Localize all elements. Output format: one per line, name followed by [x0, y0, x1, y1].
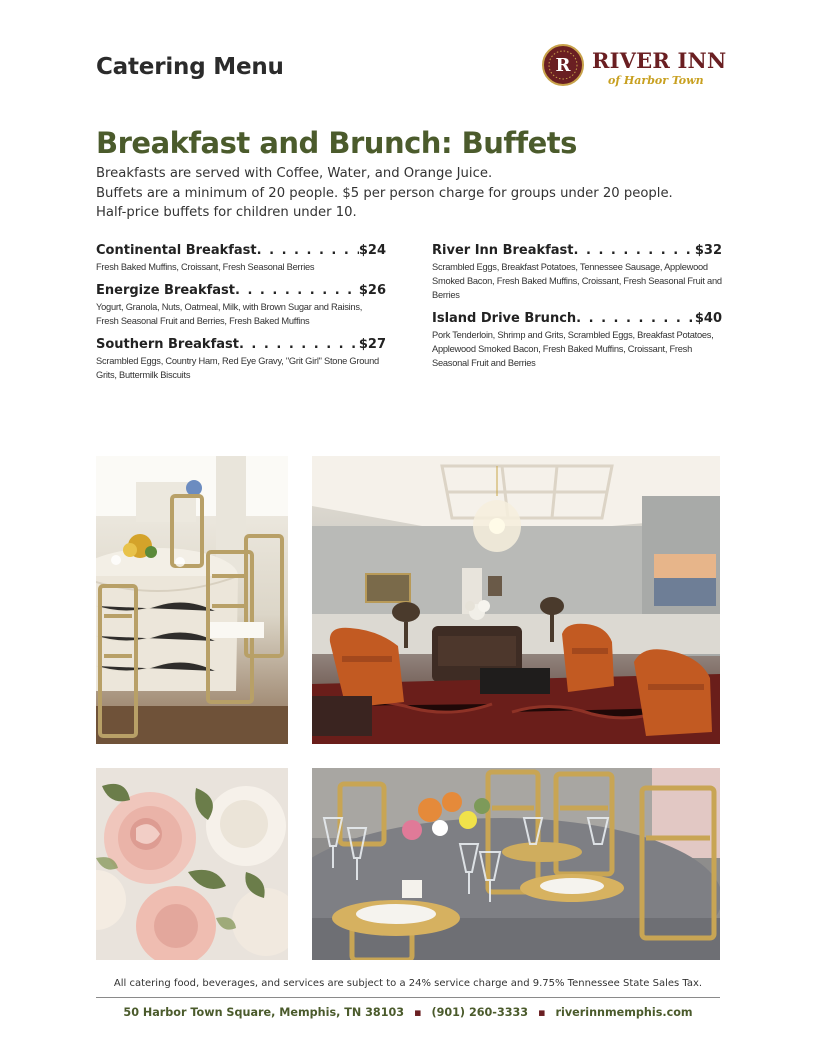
svg-text:R: R [555, 55, 571, 76]
photo-table-setting [312, 768, 720, 960]
menu-item [96, 242, 386, 274]
menu-item-price: $27 [358, 337, 386, 352]
logo-subtitle: of Harbor Town [608, 74, 704, 87]
photo-dining-tables [96, 456, 288, 744]
menu-item-price: $40 [694, 311, 722, 326]
section-intro [96, 164, 736, 223]
intro-line: Breakfasts are served with Coffee, Water, and Orange Juice. [96, 166, 493, 181]
leader-dots [235, 282, 359, 299]
menu-item-price: $24 [358, 243, 386, 258]
menu-item-name: Energize Breakfast [96, 283, 235, 298]
section-title: Breakfast and Brunch: Buffets [96, 126, 577, 160]
menu-item-name: River Inn Breakfast [432, 243, 574, 258]
menu-item-name: Continental Breakfast [96, 243, 257, 258]
menu-item-price: $26 [358, 283, 386, 298]
footer-website[interactable]: riverinnmemphis.com [555, 1006, 693, 1019]
logo-name: RIVER INN [592, 48, 727, 73]
menu-item [96, 282, 386, 328]
menu-item-price: $32 [694, 243, 722, 258]
menu-item [96, 336, 386, 382]
footer-phone: (901) 260-3333 [431, 1006, 529, 1019]
menu-item-description: Scrambled Eggs, Country Ham, Red Eye Gravy, "Grit Girl" Stone Ground Grits, Buttermilk Biscuits [96, 356, 379, 380]
footer-separator: ▪ [413, 1006, 422, 1019]
intro-line: Half-price buffets for children under 10. [96, 205, 357, 220]
footer-address: 50 Harbor Town Square, Memphis, TN 38103 [123, 1006, 405, 1019]
footer-separator: ▪ [537, 1006, 546, 1019]
tax-disclaimer: All catering food, beverages, and services are subject to a 24% service charge and 9.75% Tennessee State Sales Tax. [113, 978, 703, 989]
leader-dots [257, 242, 359, 259]
leader-dots [574, 242, 695, 259]
menu-item-name: Southern Breakfast [96, 337, 239, 352]
photo-roses [96, 768, 288, 960]
footer-contact [96, 1006, 720, 1019]
menu-item-description: Yogurt, Granola, Nuts, Oatmeal, Milk, with Brown Sugar and Raisins, Fresh Seasonal Fruit and Berries, Fresh Baked Muffins [96, 302, 363, 326]
photo-lounge-interior [312, 456, 720, 744]
intro-line: Buffets are a minimum of 20 people. $5 per person charge for groups under 20 people. [96, 185, 673, 201]
page-header-title: Catering Menu [96, 54, 284, 80]
menu-column-right [432, 242, 722, 378]
logo-monogram-icon [542, 44, 584, 86]
menu-item-description: Pork Tenderloin, Shrimp and Grits, Scrambled Eggs, Breakfast Potatoes, Applewood Smoked Bacon, Fresh Baked Muffins, Croissant, Fresh Seasonal Fruit and Berries [432, 330, 714, 368]
menu-item [432, 310, 722, 370]
river-inn-logo [542, 42, 727, 94]
menu-item-name: Island Drive Brunch [432, 311, 577, 326]
menu-item [432, 242, 722, 302]
footer-divider [96, 997, 720, 998]
menu-item-description: Fresh Baked Muffins, Croissant, Fresh Seasonal Berries [96, 262, 315, 272]
menu-item-description: Scrambled Eggs, Breakfast Potatoes, Tennessee Sausage, Applewood Smoked Bacon, Fresh Baked Muffins, Croissant, Fresh Seasonal Fruit and Berries [432, 262, 722, 300]
menu-column-left [96, 242, 386, 390]
leader-dots [576, 310, 695, 327]
leader-dots [239, 336, 359, 353]
